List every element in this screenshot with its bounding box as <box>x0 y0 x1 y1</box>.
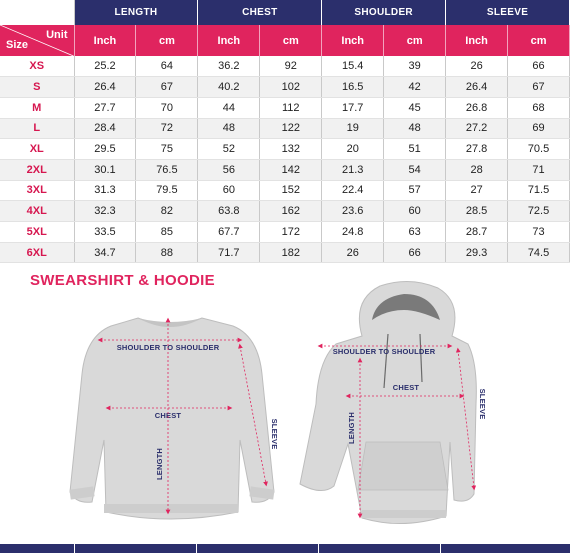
measurement-cell: 67 <box>136 77 198 98</box>
table-row <box>0 56 570 77</box>
measurement-cell: 25.2 <box>74 56 136 77</box>
sweatshirt-hem <box>104 504 238 513</box>
measurement-cell: 162 <box>260 201 322 222</box>
size-cell: M <box>0 97 74 118</box>
measurement-cell: 44 <box>198 97 260 118</box>
measurement-cell: 70.5 <box>508 139 570 160</box>
measurement-group-header <box>0 0 570 25</box>
measurement-cell: 67 <box>508 77 570 98</box>
unit-header <box>0 25 570 56</box>
unit-sleeve-inch: Inch <box>446 25 508 56</box>
table-row <box>0 139 570 160</box>
garment-diagrams <box>0 264 579 544</box>
table-row <box>0 159 570 180</box>
measurement-cell: 64 <box>136 56 198 77</box>
sweatshirt-chest-label: CHEST <box>154 411 182 420</box>
measurement-cell: 27.7 <box>74 97 136 118</box>
measurement-cell: 79.5 <box>136 180 198 201</box>
measurement-cell: 72.5 <box>508 201 570 222</box>
measurement-cell: 60 <box>198 180 260 201</box>
sweatshirt-sleeve-label: SLEEVE <box>270 418 279 450</box>
measurement-cell: 182 <box>260 242 322 263</box>
size-cell: 2XL <box>0 159 74 180</box>
measurement-cell: 28.4 <box>74 118 136 139</box>
measurement-cell: 17.7 <box>322 97 384 118</box>
measurement-cell: 72 <box>136 118 198 139</box>
group-shoulder: SHOULDER <box>322 0 446 25</box>
measurement-cell: 54 <box>384 159 446 180</box>
measurement-cell: 16.5 <box>322 77 384 98</box>
measurement-cell: 71.5 <box>508 180 570 201</box>
hoodie-diagram <box>300 281 487 523</box>
measurement-cell: 73 <box>508 222 570 243</box>
hoodie-shoulder-label: SHOULDER TO SHOULDER <box>332 347 436 356</box>
measurement-cell: 76.5 <box>136 159 198 180</box>
sweatshirt-shoulder-label: SHOULDER TO SHOULDER <box>116 343 220 352</box>
measurement-cell: 27.8 <box>446 139 508 160</box>
section-title: SWEARSHIRT & HOODIE <box>30 272 215 289</box>
size-cell: 4XL <box>0 201 74 222</box>
measurement-cell: 32.3 <box>74 201 136 222</box>
measurement-cell: 27 <box>446 180 508 201</box>
measurement-cell: 132 <box>260 139 322 160</box>
sweatshirt-diagram <box>69 318 279 519</box>
measurement-cell: 29.3 <box>446 242 508 263</box>
unit-sleeve-cm: cm <box>508 25 570 56</box>
measurement-cell: 92 <box>260 56 322 77</box>
hoodie-pocket <box>358 442 448 490</box>
size-cell: XL <box>0 139 74 160</box>
group-length: LENGTH <box>74 0 198 25</box>
measurement-cell: 71.7 <box>198 242 260 263</box>
measurement-cell: 42 <box>384 77 446 98</box>
measurement-cell: 152 <box>260 180 322 201</box>
measurement-cell: 68 <box>508 97 570 118</box>
table-row <box>0 242 570 263</box>
measurement-cell: 69 <box>508 118 570 139</box>
measurement-cell: 122 <box>260 118 322 139</box>
measurement-cell: 52 <box>198 139 260 160</box>
measurement-cell: 66 <box>384 242 446 263</box>
measurement-cell: 26 <box>446 56 508 77</box>
measurement-cell: 142 <box>260 159 322 180</box>
measurement-cell: 29.5 <box>74 139 136 160</box>
measurement-cell: 67.7 <box>198 222 260 243</box>
unit-shoulder-cm: cm <box>384 25 446 56</box>
unit-chest-cm: cm <box>260 25 322 56</box>
table-row <box>0 201 570 222</box>
table-row <box>0 180 570 201</box>
hoodie-sleeve-label: SLEEVE <box>478 388 487 420</box>
hoodie-hem <box>362 510 446 518</box>
measurement-cell: 19 <box>322 118 384 139</box>
measurement-cell: 71 <box>508 159 570 180</box>
measurement-cell: 15.4 <box>322 56 384 77</box>
size-cell: 5XL <box>0 222 74 243</box>
hoodie-length-label: LENGTH <box>347 411 356 445</box>
measurement-cell: 102 <box>260 77 322 98</box>
measurement-cell: 30.1 <box>74 159 136 180</box>
measurement-cell: 57 <box>384 180 446 201</box>
measurement-cell: 21.3 <box>322 159 384 180</box>
measurement-cell: 56 <box>198 159 260 180</box>
measurement-cell: 28.5 <box>446 201 508 222</box>
size-cell: 6XL <box>0 242 74 263</box>
unit-length-cm: cm <box>136 25 198 56</box>
measurement-cell: 23.6 <box>322 201 384 222</box>
size-cell: XS <box>0 56 74 77</box>
measurement-cell: 26.4 <box>446 77 508 98</box>
size-cell: 3XL <box>0 180 74 201</box>
measurement-cell: 27.2 <box>446 118 508 139</box>
measurement-cell: 48 <box>198 118 260 139</box>
measurement-cell: 28.7 <box>446 222 508 243</box>
measurement-cell: 24.8 <box>322 222 384 243</box>
measurement-cell: 172 <box>260 222 322 243</box>
table-row <box>0 77 570 98</box>
measurement-cell: 22.4 <box>322 180 384 201</box>
measurement-cell: 48 <box>384 118 446 139</box>
size-chart-table <box>0 0 570 263</box>
measurement-cell: 40.2 <box>198 77 260 98</box>
measurement-cell: 39 <box>384 56 446 77</box>
hoodie-chest-label: CHEST <box>392 383 420 392</box>
measurement-cell: 70 <box>136 97 198 118</box>
measurement-cell: 45 <box>384 97 446 118</box>
measurement-cell: 85 <box>136 222 198 243</box>
measurement-cell: 66 <box>508 56 570 77</box>
sweatshirt-length-label: LENGTH <box>155 447 164 481</box>
measurement-cell: 26.8 <box>446 97 508 118</box>
unit-chest-inch: Inch <box>198 25 260 56</box>
table-row <box>0 97 570 118</box>
group-chest: CHEST <box>198 0 322 25</box>
table-row <box>0 222 570 243</box>
measurement-cell: 36.2 <box>198 56 260 77</box>
size-cell: S <box>0 77 74 98</box>
measurement-cell: 26.4 <box>74 77 136 98</box>
measurement-cell: 88 <box>136 242 198 263</box>
measurement-cell: 112 <box>260 97 322 118</box>
size-label: Size <box>6 39 29 51</box>
bottom-strip <box>0 544 570 553</box>
size-unit-corner <box>0 25 74 56</box>
unit-shoulder-inch: Inch <box>322 25 384 56</box>
measurement-cell: 60 <box>384 201 446 222</box>
measurement-cell: 63 <box>384 222 446 243</box>
table-row <box>0 118 570 139</box>
measurement-cell: 33.5 <box>74 222 136 243</box>
header-blank <box>0 0 74 25</box>
measurement-cell: 51 <box>384 139 446 160</box>
size-cell: L <box>0 118 74 139</box>
measurement-cell: 26 <box>322 242 384 263</box>
measurement-cell: 31.3 <box>74 180 136 201</box>
measurement-cell: 20 <box>322 139 384 160</box>
measurement-cell: 82 <box>136 201 198 222</box>
measurement-cell: 75 <box>136 139 198 160</box>
unit-length-inch: Inch <box>74 25 136 56</box>
unit-label: Unit <box>46 29 68 41</box>
size-rows <box>0 56 570 263</box>
group-sleeve: SLEEVE <box>446 0 570 25</box>
measurement-cell: 74.5 <box>508 242 570 263</box>
measurement-cell: 34.7 <box>74 242 136 263</box>
measurement-cell: 63.8 <box>198 201 260 222</box>
measurement-cell: 28 <box>446 159 508 180</box>
